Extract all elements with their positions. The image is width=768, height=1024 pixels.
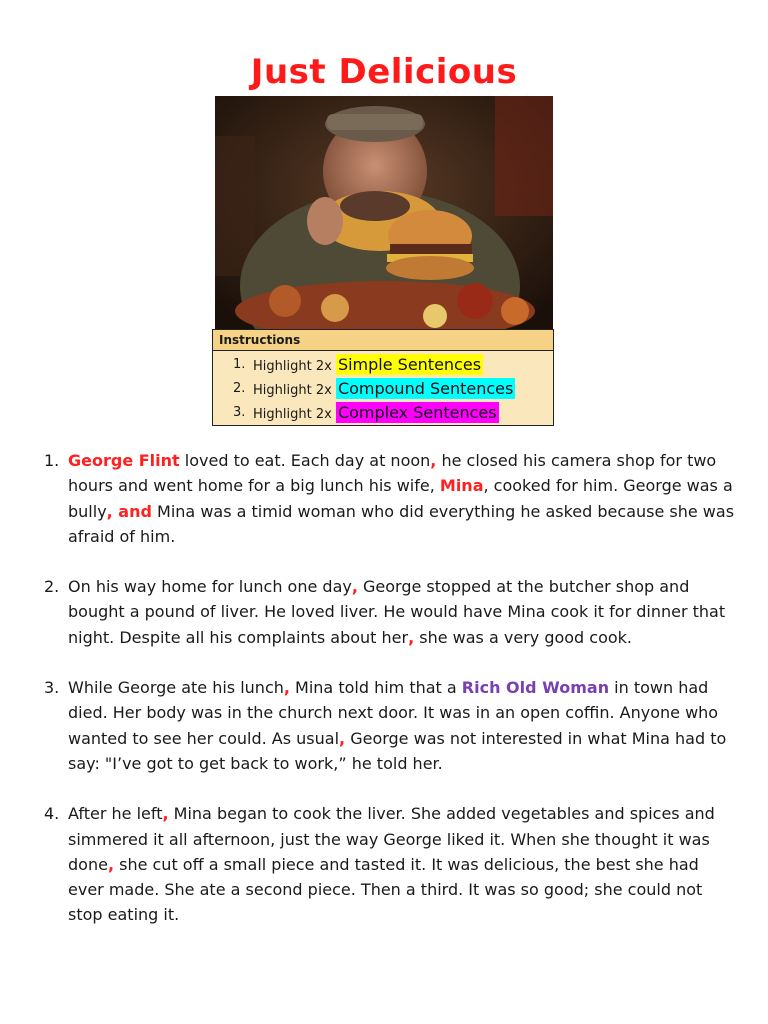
paragraph-text [68, 451, 734, 546]
text-segment: George was not interested in what Mina had to say: "I’ve got to get back to work,” he told her. [68, 728, 727, 773]
instructions-header: Instructions [213, 330, 553, 351]
emphasis-text: Mina [439, 476, 484, 496]
emphasis-text: , [408, 627, 415, 647]
text-segment: , cooked for him. George was a bully [68, 476, 733, 521]
highlight-simple: Simple Sentences [337, 355, 482, 374]
highlight-compound: Compound Sentences [337, 379, 514, 398]
paragraph-text [68, 804, 715, 924]
paragraph-text [68, 577, 725, 647]
story-text [36, 448, 736, 953]
instruction-number: 2. [233, 381, 246, 396]
paragraph-text [68, 678, 726, 773]
text-segment: in town had died. Her body was in the church next door. It was in an open coffin. Anyone who wanted to see her could. As usual [68, 678, 719, 748]
emphasis-text: Rich Old Woman [461, 678, 610, 698]
instruction-item [213, 353, 553, 377]
paragraph [36, 574, 736, 650]
text-segment: she was a very good cook. [414, 627, 633, 647]
paragraph-number: 4. [44, 804, 60, 824]
instruction-number: 1. [233, 357, 246, 372]
instructions-list [213, 351, 553, 425]
text-segment: While George ate his lunch [68, 678, 284, 698]
page-title: Just Delicious [250, 52, 518, 92]
instruction-label: Highlight 2x [253, 407, 332, 422]
emphasis-text: George Flint [68, 451, 180, 470]
emphasis-text: , [107, 854, 115, 874]
emphasis-text: , [430, 451, 437, 470]
instruction-label: Highlight 2x [253, 359, 332, 374]
instruction-label: Highlight 2x [253, 383, 332, 398]
emphasis-text: , [162, 804, 169, 824]
text-segment: he closed his camera shop for two hours and went home for a big lunch his wife, [68, 451, 717, 496]
instruction-item [213, 377, 553, 401]
text-segment: loved to eat. Each day at noon [179, 451, 431, 470]
text-segment: Mina told him that a [289, 678, 462, 698]
paragraph-number: 3. [44, 678, 60, 698]
illustration-image [215, 96, 553, 330]
instructions-box [212, 329, 554, 426]
paragraph [36, 675, 736, 776]
text-segment: she cut off a small piece and tasted it. It was delicious, the best she had ever made. She ate a second piece. Then a third. It was so good; she could not stop eating it. [68, 854, 703, 925]
paragraph [36, 448, 736, 549]
emphasis-text: , [351, 577, 358, 597]
emphasis-text: , [339, 728, 346, 748]
text-segment: After he left [68, 804, 163, 824]
instruction-item [213, 401, 553, 425]
highlight-complex: Complex Sentences [337, 403, 497, 422]
paragraph-number: 1. [44, 451, 60, 470]
emphasis-text: , and [106, 501, 152, 521]
text-segment: Mina began to cook the liver. She added vegetables and spices and simmered it all afternoon, just the way George liked it. When she thought it was done [68, 804, 715, 874]
text-segment: Mina was a timid woman who did everything he asked because she was afraid of him. [68, 501, 735, 546]
emphasis-text: , [283, 678, 290, 698]
text-segment: On his way home for lunch one day [68, 577, 352, 597]
instruction-number: 3. [233, 405, 246, 420]
paragraph-number: 2. [44, 577, 60, 597]
text-segment: George stopped at the butcher shop and bought a pound of liver. He loved liver. He would have Mina cook it for dinner that night. Despite all his complaints about her [68, 577, 726, 647]
paragraph [36, 801, 736, 927]
